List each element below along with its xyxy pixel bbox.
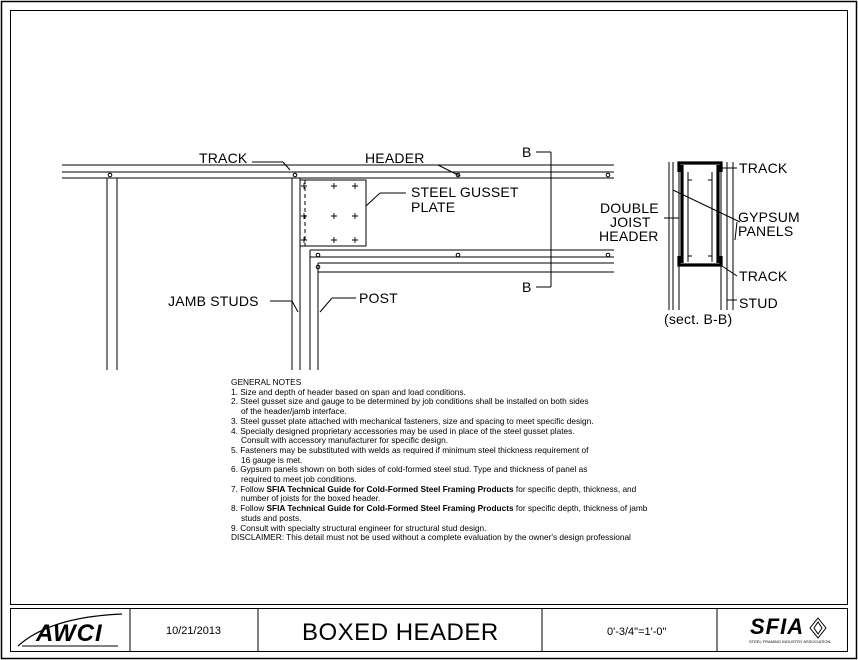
note-1: 1. Size and depth of header based on span and load conditions. bbox=[231, 386, 466, 397]
label-joist: JOIST bbox=[610, 214, 651, 230]
note-8-cont: studs and posts. bbox=[241, 512, 302, 523]
note-3: 3. Steel gusset plate attached with mechanical fasteners, size and spacing to meet specific design. bbox=[231, 415, 594, 426]
disclaimer: DISCLAIMER: This detail must not be used without a complete evaluation by the owner's design professional bbox=[231, 532, 631, 543]
section-b-b bbox=[664, 162, 740, 310]
label-section-b-top: B bbox=[522, 144, 532, 160]
label-header: HEADER bbox=[365, 150, 425, 166]
awci-logo-text: AWCI bbox=[36, 620, 103, 647]
note-5-cont: 16 gauge is met. bbox=[241, 454, 303, 465]
label-plate: PLATE bbox=[411, 199, 456, 215]
elevation-view bbox=[62, 152, 614, 370]
label-panels: PANELS bbox=[738, 223, 794, 239]
section-heavy-track bbox=[679, 163, 721, 265]
label-track-bottom: TRACK bbox=[739, 268, 788, 284]
note-8-post: for specific depth, thickness of jamb bbox=[513, 503, 648, 514]
note-6-cont: required to meet job conditions. bbox=[241, 474, 357, 485]
label-steel-gusset: STEEL GUSSET bbox=[411, 184, 519, 200]
note-7-pre: 7. Follow bbox=[231, 483, 267, 494]
note-5: 5. Fasteners may be substituted with welds as required if minimum steel thickness requirement of bbox=[231, 444, 589, 455]
note-8-guide: SFIA Technical Guide for Cold-Formed Steel Framing Products bbox=[266, 503, 514, 514]
sfia-logo-text: SFIA bbox=[750, 614, 805, 639]
sfia-logo-mark bbox=[810, 618, 826, 638]
drawing-title: BOXED HEADER bbox=[302, 619, 499, 646]
label-double: DOUBLE bbox=[600, 200, 659, 216]
note-6: 6. Gypsum panels shown on both sides of cold-formed steel stud. Type and thickness of panel as bbox=[231, 464, 588, 475]
fasteners bbox=[108, 173, 610, 269]
note-7-cont: number of joists for the boxed header. bbox=[241, 493, 381, 504]
sfia-logo-subtext: STEEL FRAMING INDUSTRY ASSOCIATION bbox=[749, 639, 831, 644]
label-gypsum: GYPSUM bbox=[738, 209, 800, 225]
steel-gusset-plate bbox=[300, 180, 366, 246]
sheet-border bbox=[2, 2, 857, 659]
general-notes bbox=[231, 378, 701, 543]
plate-screws bbox=[301, 183, 358, 243]
note-7-post: for specific depth, thickness, and bbox=[513, 483, 637, 494]
drawing-scale: 0'-3/4"=1'-0" bbox=[607, 626, 667, 638]
note-2: 2. Steel gusset size and gauge to be determined by job conditions shall be installed on both sides bbox=[231, 396, 589, 407]
label-post: POST bbox=[359, 290, 398, 306]
label-section-b-bottom: B bbox=[522, 279, 532, 295]
drawing-date: 10/21/2013 bbox=[166, 625, 222, 637]
note-4: 4. Specially designed proprietary accessories may be used in place of the steel gusset plates. bbox=[231, 425, 575, 436]
label-section-caption: (sect. B-B) bbox=[664, 311, 733, 327]
note-7-guide: SFIA Technical Guide for Cold-Formed Steel Framing Products bbox=[266, 483, 514, 494]
label-track: TRACK bbox=[199, 150, 248, 166]
note-8-pre: 8. Follow bbox=[231, 503, 267, 514]
notes-heading: GENERAL NOTES bbox=[231, 377, 302, 387]
label-jamb-studs: JAMB STUDS bbox=[168, 293, 259, 309]
label-stud: STUD bbox=[739, 295, 778, 311]
note-4-cont: Consult with accessory manufacturer for specific design. bbox=[241, 435, 449, 446]
note-2-cont: of the header/jamb interface. bbox=[241, 406, 347, 417]
note-8 bbox=[231, 504, 701, 514]
note-9: 9. Consult with specialty structural engineer for structural stud design. bbox=[231, 522, 487, 533]
label-header-section: HEADER bbox=[599, 228, 659, 244]
label-track-top: TRACK bbox=[739, 160, 788, 176]
